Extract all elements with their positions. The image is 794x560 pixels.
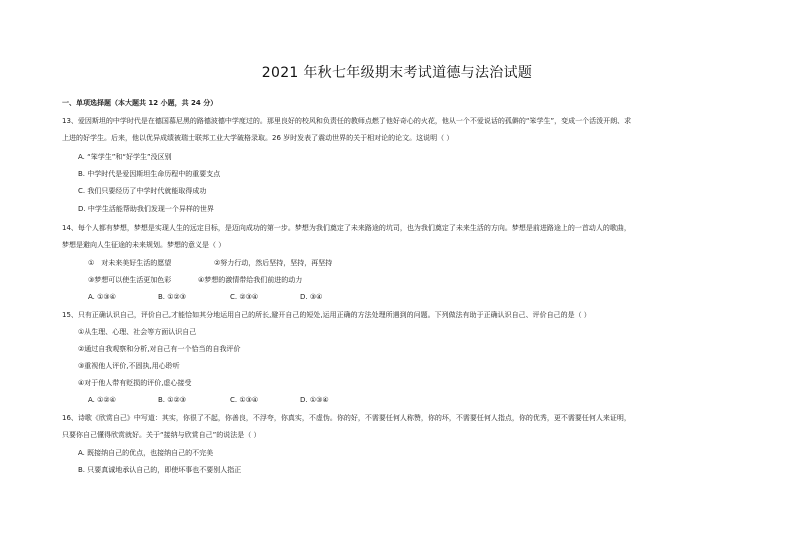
- question-14-choice-d: D. ③④: [300, 293, 323, 301]
- question-15-choice-c: C. ①③④: [230, 396, 259, 404]
- question-15-item-1: ①从生理、心理、社会等方面认识自己: [78, 328, 197, 336]
- question-14-choice-c: C. ②③④: [230, 293, 259, 301]
- question-13-text-line-2: 上进的好学生。后来，他以优异成绩被瑞士联邦工业大学破格录取。26 岁时发表了震动世界的关于相对论的论文。这说明（ ）: [62, 134, 454, 142]
- question-16-text-line-1: 16、诗歌《欣赏自己》中写道：其实，你很了不起，你善良，不浮夸，你真实，不虚伪。你的好，不需要任何人称赞，你的坏，不需要任何人指点，你的优秀，更不需要任何人来证明，: [62, 414, 631, 422]
- question-16-text-line-2: 只要你自己懂得欣赏就好。关于“接纳与欣赏自己”的说法是（ ）: [62, 431, 261, 439]
- question-14-text-line-2: 梦想是避向人生征途的未来规划。梦想的意义是（ ）: [62, 241, 226, 249]
- question-15-choice-b: B. ①②③: [158, 396, 187, 404]
- question-14-item-4: ④梦想的激情带给我们前进的动力: [198, 276, 303, 284]
- question-13-option-d: D. 中学生活能帮助我们发现一个异样的世界: [78, 205, 214, 213]
- question-15-item-3: ③重视他人评价,不固执,用心聆听: [78, 362, 180, 370]
- question-15-item-4: ④对于他人带有贬损的评价,虚心接受: [78, 379, 192, 387]
- question-15-choice-d: D. ①③④: [300, 396, 329, 404]
- question-13-option-a: A. “笨学生”和“好学生”没区别: [78, 153, 172, 161]
- question-14-text-line-1: 14、每个人都有梦想，梦想是实现人生的远定目标，是迈向成功的第一步。梦想为我们奠定了未来路途的坑司，也为我们奠定了未来生活的方向。梦想是前进路途上的一首动人的歌曲，: [62, 224, 631, 232]
- question-15-item-2: ②通过自我观察和分析,对自己有一个恰当的自我评价: [78, 345, 241, 353]
- question-14-choice-b: B. ①②③: [158, 293, 187, 301]
- section-heading: 一、单项选择题（本大题共 12 小题，共 24 分）: [62, 99, 218, 107]
- question-16-option-a: A. 既接纳自己的优点，也接纳自己的不完美: [78, 449, 214, 457]
- question-13-text-line-1: 13、爱因斯坦的中学时代是在德国慕尼黑的路德波德中学度过的。那里良好的校风和负责任的教师点燃了他好奇心的火花，他从一个不爱说话的孤僻的“笨学生”，变成一个活泼开朗、求: [62, 117, 632, 125]
- question-14-choice-a: A. ①③④: [88, 293, 116, 301]
- question-14-item-2: ②努力行动，然后坚持，坚持，再坚持: [214, 259, 333, 267]
- question-13-option-c: C. 我们只要经历了中学时代就能取得成功: [78, 187, 207, 195]
- page-title: 2021 年秋七年级期末考试道德与法治试题: [261, 65, 533, 81]
- question-15-choice-a: A. ①②④: [88, 396, 116, 404]
- question-15-text-line-1: 15、只有正确认识自己，评价自己,才能恰如其分地运用自己的所长,避开自己的短处,运用正确的方法处理所遇到的问题。下列做法有助于正确认识自己、评价自己的是（ ）: [62, 311, 591, 319]
- question-14-item-1: ① 对未来美好生活的愿望: [88, 259, 172, 267]
- question-13-option-b: B. 中学时代是爱因斯坦生命历程中的重要支点: [78, 170, 221, 178]
- question-14-item-3: ③梦想可以使生活更加色彩: [88, 276, 172, 284]
- question-16-option-b: B. 只要真诚地承认自己的，即使坏事也不要别人指正: [78, 466, 242, 474]
